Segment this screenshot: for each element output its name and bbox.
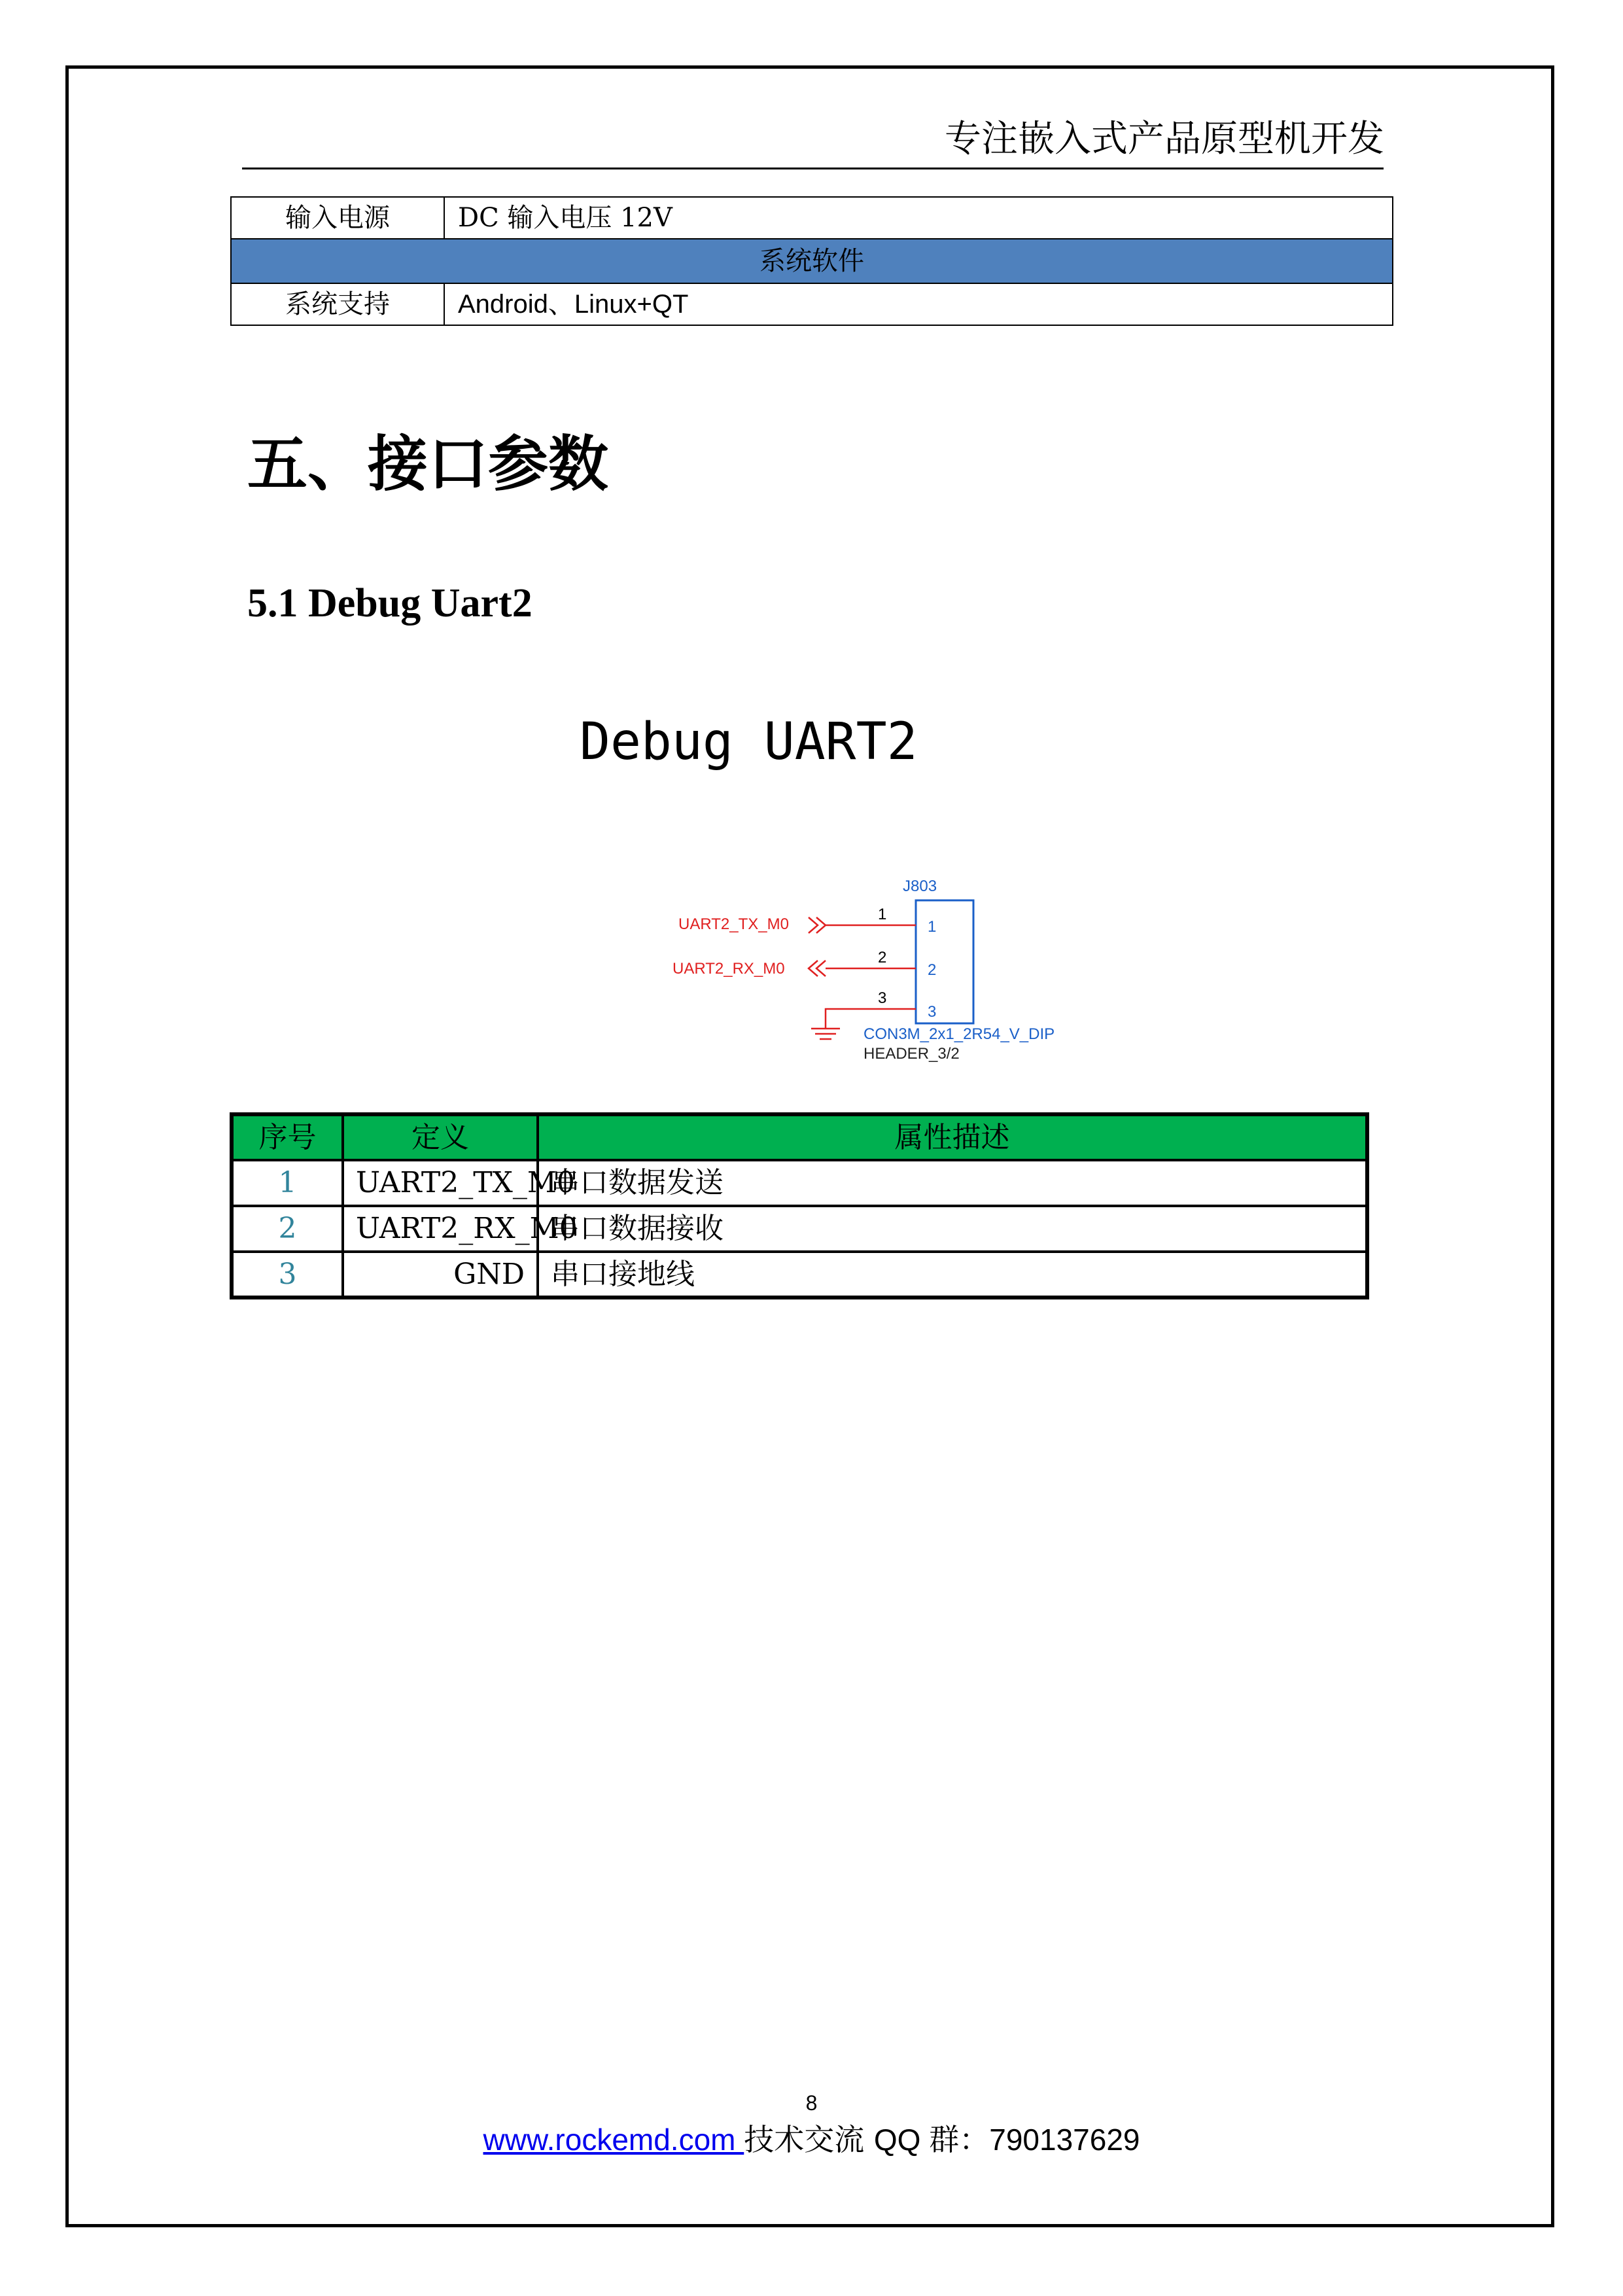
- pin1-number: 1: [878, 906, 887, 923]
- os-value: Android、Linux+QT: [444, 283, 1393, 325]
- column-header: 序号: [232, 1114, 343, 1160]
- qq-group: QQ 群：790137629: [873, 2123, 1140, 2157]
- column-header: 属性描述: [538, 1114, 1367, 1160]
- pin2-number: 2: [878, 949, 887, 966]
- pin-definition: GND: [343, 1252, 538, 1298]
- page-number: 8: [805, 2091, 818, 2115]
- rx-arrow-icon-2: [816, 961, 826, 976]
- table-header-row: [232, 1114, 1367, 1160]
- footer: [0, 2120, 1623, 2159]
- pin-number: 1: [232, 1160, 343, 1206]
- pin3-number: 3: [878, 989, 887, 1007]
- website-link[interactable]: www.rockemd.com: [483, 2123, 744, 2157]
- pin-description: 串口数据发送: [538, 1160, 1367, 1206]
- os-label: 系统支持: [231, 283, 444, 325]
- connector-ref: J803: [903, 877, 937, 895]
- section-title: 五、接口参数: [247, 429, 609, 499]
- pin-number: 2: [232, 1206, 343, 1252]
- table-row: [231, 197, 1393, 239]
- pin3-body-number: 3: [928, 1003, 937, 1021]
- pin-description: 串口接地线: [538, 1252, 1367, 1298]
- table-row: [232, 1206, 1367, 1252]
- header-tagline: 专注嵌入式产品原型机开发: [945, 118, 1384, 160]
- net-label-rx: UART2_RX_M0: [672, 960, 785, 978]
- pin-table: [230, 1112, 1369, 1299]
- part-number: CON3M_2x1_2R54_V_DIP: [864, 1025, 1055, 1043]
- software-section-header: 系统软件: [231, 239, 1393, 283]
- footer-text: 技术交流: [744, 2122, 874, 2157]
- figure-title: Debug UART2: [580, 713, 918, 771]
- power-value: DC 输入电压 12V: [444, 197, 1393, 239]
- table-row: [231, 283, 1393, 325]
- table-row: [232, 1160, 1367, 1206]
- column-header: 定义: [343, 1114, 538, 1160]
- subsection-title: 5.1 Debug Uart2: [247, 581, 532, 626]
- power-label: 输入电源: [231, 197, 444, 239]
- footprint-label: HEADER_3/2: [864, 1045, 960, 1063]
- pin1-body-number: 1: [928, 918, 937, 936]
- tx-arrow-icon: [809, 917, 818, 933]
- header-divider: [242, 168, 1384, 169]
- net-label-tx: UART2_TX_M0: [678, 915, 789, 933]
- pin-number: 3: [232, 1252, 343, 1298]
- pin-definition: UART2_RX_M0: [343, 1206, 538, 1252]
- pin-description: 串口数据接收: [538, 1206, 1367, 1252]
- uart-schematic: [654, 864, 1079, 1073]
- pin-definition: UART2_TX_M0: [343, 1160, 538, 1206]
- pin2-body-number: 2: [928, 961, 937, 979]
- table-row: [231, 239, 1393, 283]
- connector-body: [916, 900, 973, 1023]
- table-row: [232, 1252, 1367, 1298]
- spec-table: [230, 196, 1393, 326]
